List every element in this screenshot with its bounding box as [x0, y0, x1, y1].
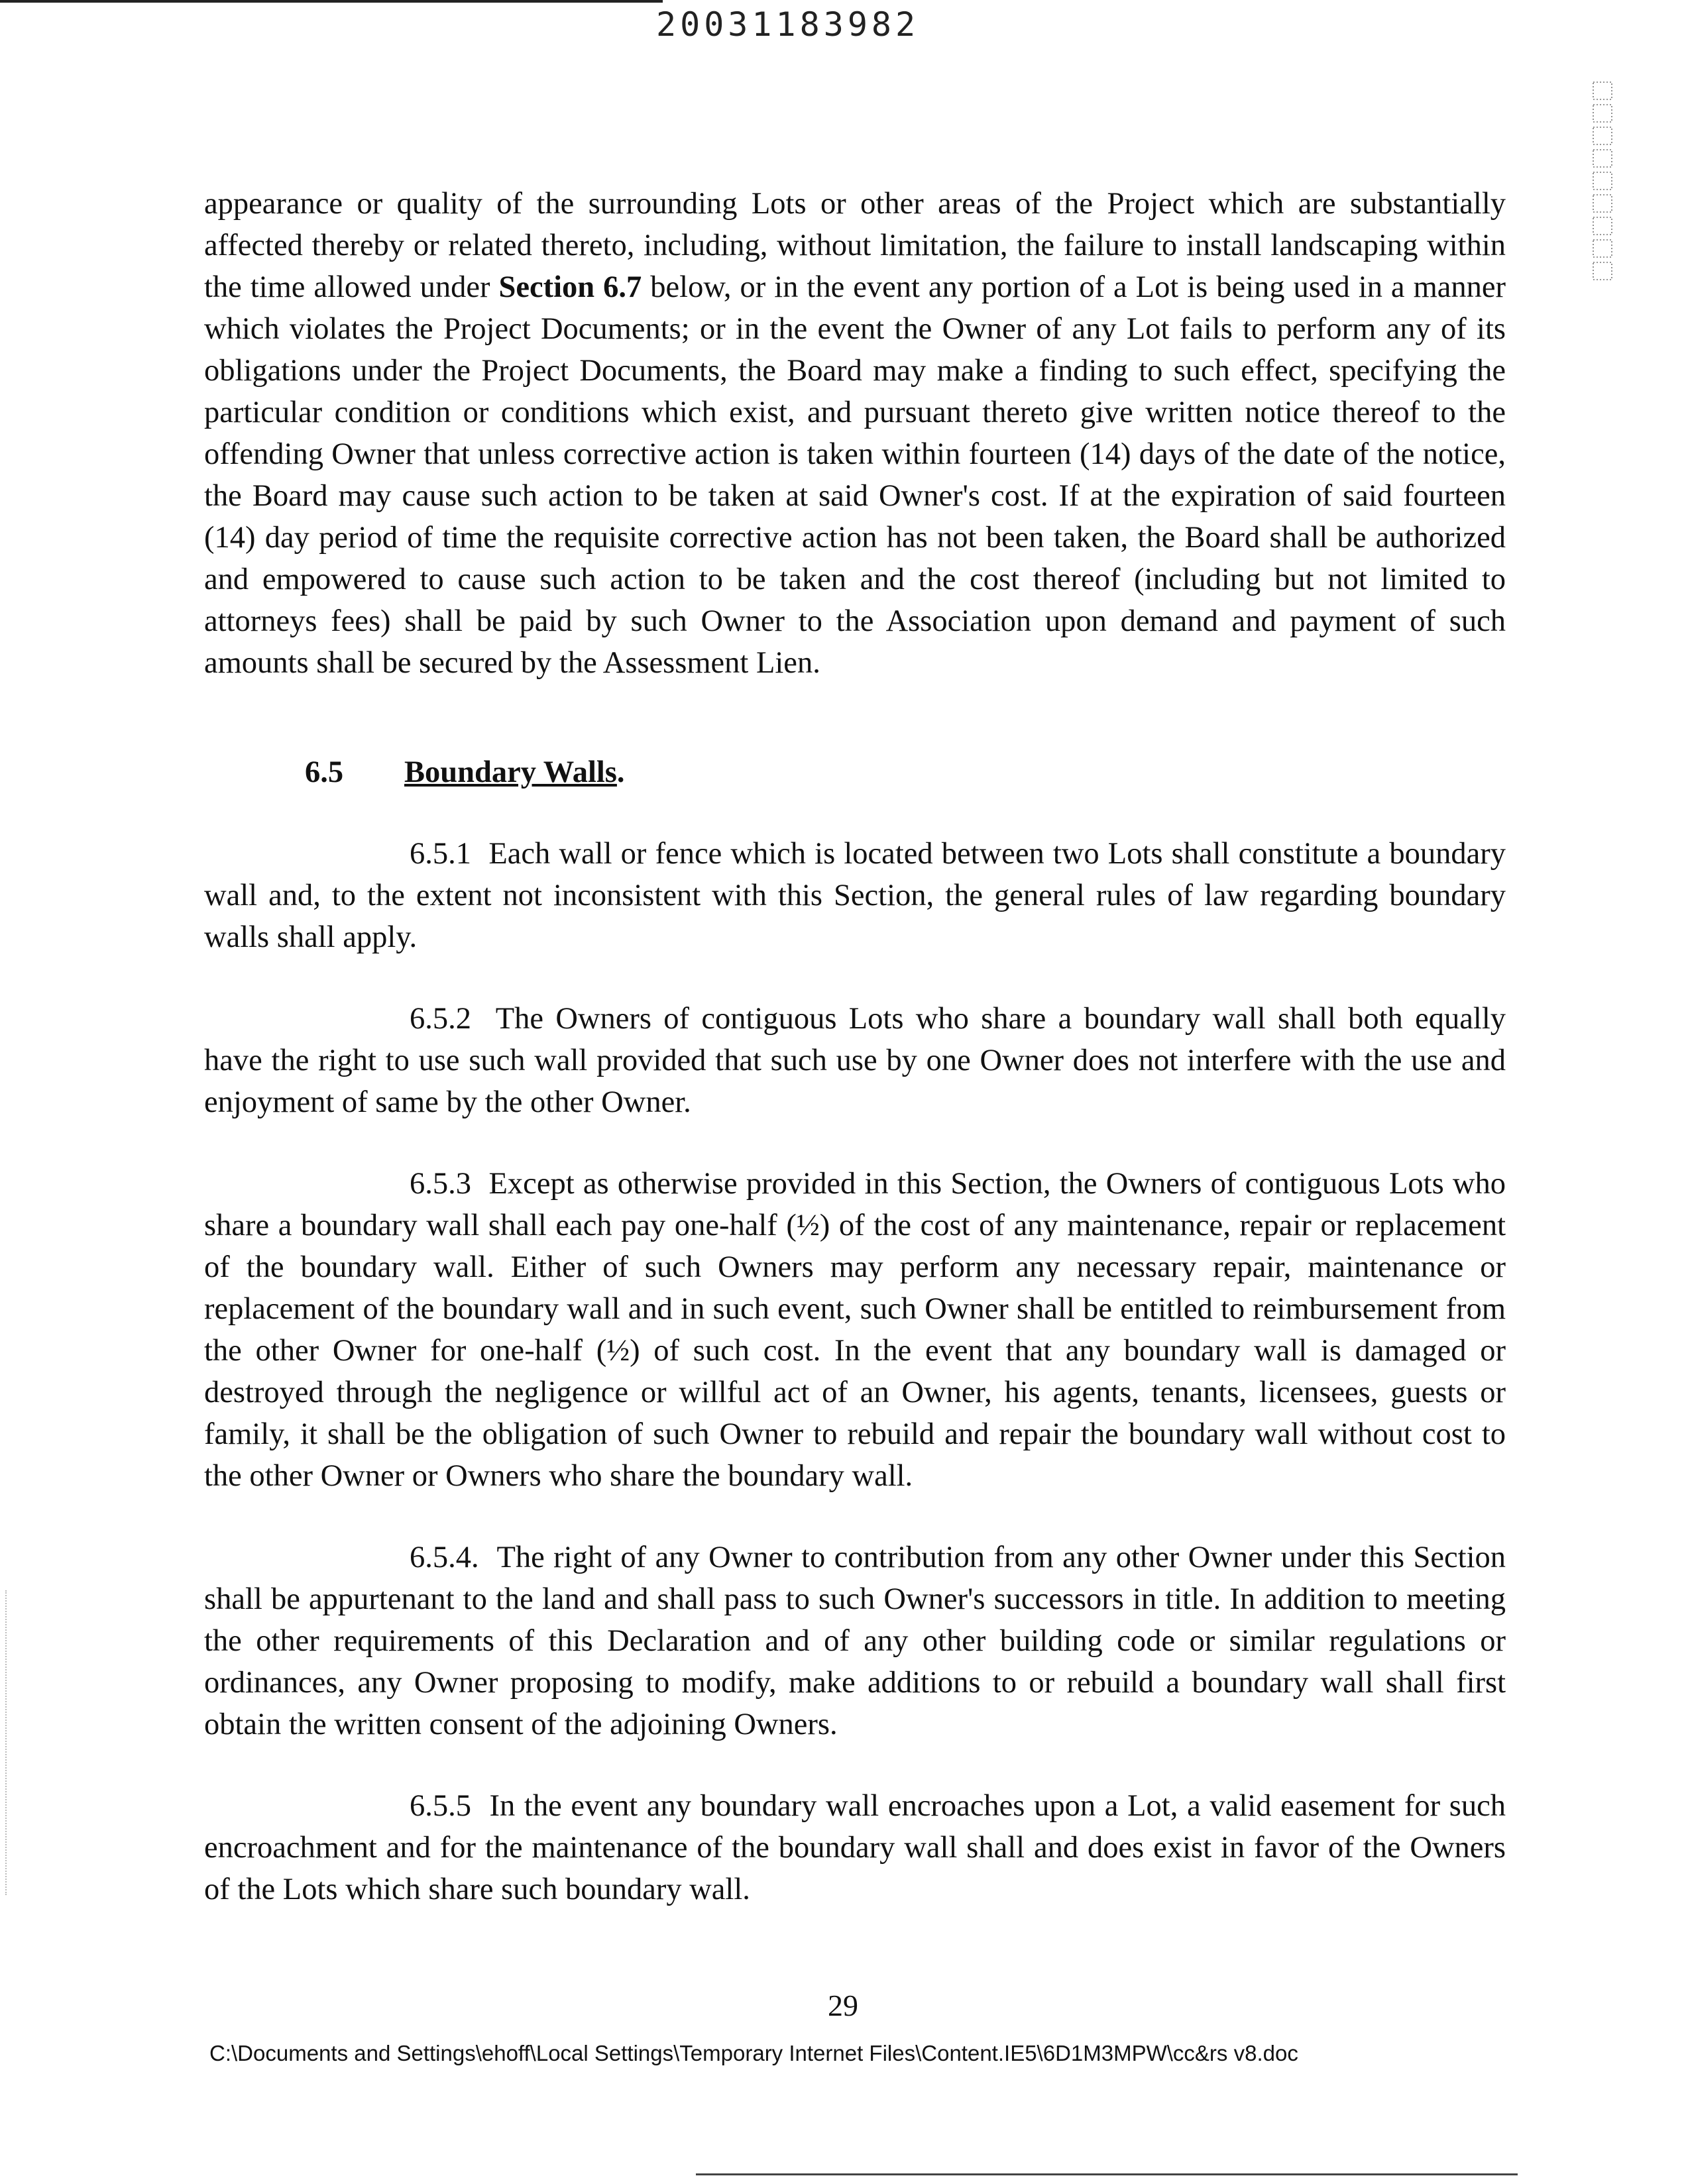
bottom-border-rule — [696, 2173, 1518, 2175]
vertical-recording-stamp — [1591, 80, 1616, 298]
subsection-number: 6.5.3 — [410, 1167, 471, 1201]
stamp-graphic — [1591, 80, 1616, 298]
spacer — [204, 684, 1506, 751]
spacer — [204, 1123, 1506, 1163]
intro-paragraph — [204, 183, 1506, 684]
section-title: Boundary Walls — [404, 755, 617, 789]
scan-edge-marks — [5, 1590, 11, 1895]
intro-text-part-2: below, or in the event any portion of a Lot is being used in a manner which violates the Project Documents; or in the event the Owner of any Lot fails to perform any of its obligations under the Project Documents, the Board may make a finding to such effect, specifying the particular condition or conditions which exist, and pursuant thereto give written notice thereof to the offending Owner that unless corrective action is taken within fourteen (14) days of the date of the notice, the Board may cause such action to be taken at said Owner's cost. If at the expiration of said fourteen (14) day period of time the requisite corrective action has not been taken, the Board shall be authorized and empowered to cause such action to be taken and the cost thereof (including but not limited to attorneys fees) shall be paid by such Owner to the Association upon demand and payment of such amounts shall be secured by the Assessment Lien. — [204, 270, 1506, 680]
section-reference: Section 6.7 — [498, 270, 642, 304]
section-title-period: . — [616, 755, 625, 789]
subsection-number: 6.5.2 — [410, 1002, 471, 1036]
subsection-text: The Owners of contiguous Lots who share a boundary wall shall both equally have the right to use such wall provided that such use by one Owner does not interfere with the use and enjoyment of same by the other Owner. — [204, 1002, 1506, 1119]
subsection-text: The right of any Owner to contribution from any other Owner under this Section shall be appurtenant to the land and shall pass to such Owner's successors in title. In addition to meeting the other requirements of this Declaration and of any other building code or similar regulations or ordinances, any Owner proposing to modify, make additions to or rebuild a boundary wall shall first obtain the written consent of the adjoining Owners. — [204, 1541, 1506, 1741]
subsection-text: Each wall or fence which is located between two Lots shall constitute a boundary wall and, to the extent not inconsistent with this Section, the general rules of law regarding boundary walls shall apply. — [204, 837, 1506, 954]
subsection-6-5-4 — [204, 1537, 1506, 1745]
spacer — [204, 958, 1506, 998]
intro-text-part-1: appearance or quality of the surrounding Lots or other areas of the Project which are substantially affected thereby or related thereto, including, without limitation, the failure to install landscaping within the time allowed under — [204, 187, 1506, 304]
document-number: 20031183982 — [656, 5, 920, 44]
subsection-6-5-5 — [204, 1785, 1506, 1910]
subsection-6-5-1 — [204, 833, 1506, 958]
subsection-6-5-3 — [204, 1163, 1506, 1497]
spacer — [204, 1497, 1506, 1537]
spacer — [204, 1745, 1506, 1785]
top-border-rule — [0, 0, 663, 3]
page-number: 29 — [828, 1989, 858, 2022]
section-number: 6.5 — [305, 755, 344, 789]
subsection-text: In the event any boundary wall encroaches upon a Lot, a valid easement for such encroachment and for the maintenance of the boundary wall shall and does exist in favor of the Owners of the Lots which share such boundary wall. — [204, 1789, 1506, 1906]
document-body — [204, 183, 1506, 1910]
subsection-number: 6.5.1 — [410, 837, 471, 871]
subsection-text: Except as otherwise provided in this Section, the Owners of contiguous Lots who share a boundary wall shall each pay one-half (½) of the cost of any maintenance, repair or replacement of the boundary wall. Either of such Owners may perform any necessary repair, maintenance or replacement of the boundary wall and in such event, such Owner shall be entitled to reimbursement from the other Owner for one-half (½) of such cost. In the event that any boundary wall is damaged or destroyed through the negligence or willful act of an Owner, his agents, tenants, licensees, guests or family, it shall be the obligation of such Owner to rebuild and repair the boundary wall without cost to the other Owner or Owners who share the boundary wall. — [204, 1167, 1506, 1493]
spacer — [204, 793, 1506, 833]
subsection-6-5-2 — [204, 998, 1506, 1123]
section-heading — [204, 751, 1506, 793]
subsection-number: 6.5.5 — [410, 1789, 471, 1823]
file-path-footer: C:\Documents and Settings\ehoff\Local Settings\Temporary Internet Files\Content.IE5\6D1M3MPW\cc&rs v8.doc — [209, 2041, 1298, 2065]
subsection-number: 6.5.4. — [410, 1541, 479, 1574]
